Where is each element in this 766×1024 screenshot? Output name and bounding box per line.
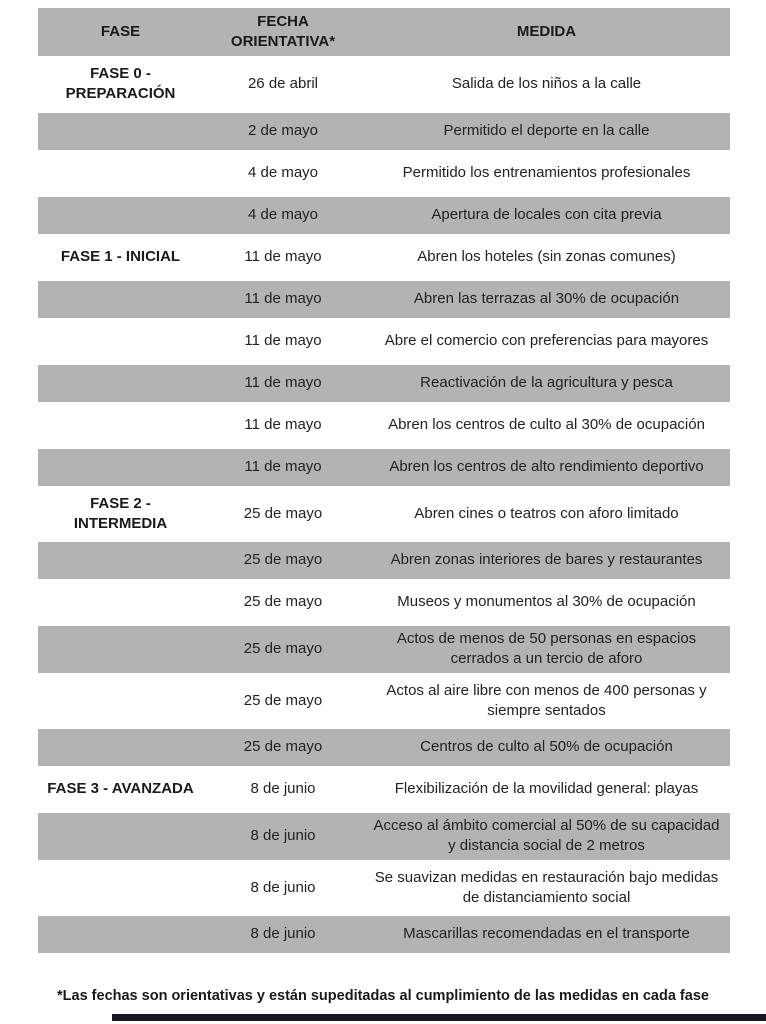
table-row	[38, 281, 730, 318]
medida-cell: Actos al aire libre con menos de 400 personas y siempre sentados	[386, 681, 707, 719]
medida-cell: Permitido el deporte en la calle	[443, 121, 650, 139]
table-row	[38, 449, 730, 486]
fecha-cell: 26 de abril	[247, 75, 319, 93]
table-row	[38, 61, 730, 108]
fecha-cell: 4 de mayo	[247, 163, 319, 181]
fase-cell	[38, 212, 203, 218]
fase-cell	[38, 698, 203, 704]
fase-cell	[38, 338, 203, 344]
fecha-cell: 25 de mayo	[243, 738, 323, 756]
footnote: *Las fechas son orientativas y están supeditadas al cumplimiento de las medidas en cada fase	[57, 988, 709, 1004]
fecha-cell: 11 de mayo	[244, 457, 322, 475]
fecha-cell: 8 de junio	[250, 780, 316, 798]
medida-cell: Acceso al ámbito comercial al 50% de su capacidad y distancia social de 2 metros	[373, 817, 720, 855]
fecha-cell: 25 de mayo	[243, 691, 323, 709]
fase-cell: FASE 2 - INTERMEDIA	[73, 494, 168, 532]
table-row	[38, 239, 730, 276]
table-row	[38, 155, 730, 192]
medida-cell: Abren los centros de culto al 30% de ocupación	[388, 415, 705, 433]
fecha-cell: 25 de mayo	[243, 504, 323, 522]
fecha-cell: 8 de junio	[250, 878, 316, 896]
fase-cell	[38, 745, 203, 751]
medida-cell: Actos de menos de 50 personas en espacios cerrados a un tercio de aforo	[396, 630, 697, 668]
fecha-cell: 2 de mayo	[247, 121, 319, 139]
fecha-cell: 8 de junio	[250, 925, 316, 943]
table-row	[38, 491, 730, 538]
fase-cell: FASE 1 - INICIAL	[60, 247, 181, 265]
table-row	[38, 813, 730, 860]
fecha-cell: 11 de mayo	[244, 289, 322, 307]
fase-cell	[38, 932, 203, 938]
table-row	[38, 113, 730, 150]
table-row	[38, 865, 730, 912]
table-row	[38, 407, 730, 444]
table-row	[38, 626, 730, 673]
fase-cell	[38, 170, 203, 176]
fecha-cell: 11 de mayo	[244, 247, 322, 265]
fecha-cell: 25 de mayo	[243, 551, 323, 569]
table-row	[38, 771, 730, 808]
fase-cell	[38, 885, 203, 891]
fase-cell	[38, 833, 203, 839]
fase-cell: FASE 3 - AVANZADA	[47, 780, 194, 798]
fecha-cell: 11 de mayo	[244, 415, 322, 433]
fecha-cell: 25 de mayo	[243, 593, 323, 611]
medida-cell: Salida de los niños a la calle	[451, 75, 642, 93]
table-row	[38, 542, 730, 579]
column-header-fecha: FECHA ORIENTATIVA*	[230, 12, 336, 50]
fase-cell	[38, 128, 203, 134]
fase-cell: FASE 0 - PREPARACIÓN	[65, 65, 176, 103]
fecha-cell: 11 de mayo	[244, 331, 322, 349]
fase-cell	[38, 558, 203, 564]
table-header-row	[38, 8, 730, 56]
medida-cell: Permitido los entrenamientos profesionales	[402, 163, 691, 181]
table-row	[38, 729, 730, 766]
column-header-medida: MEDIDA	[516, 22, 577, 40]
fase-cell	[38, 464, 203, 470]
medida-cell: Abren zonas interiores de bares y restaurantes	[390, 551, 703, 569]
column-header-fase: FASE	[100, 22, 141, 40]
medida-cell: Se suavizan medidas en restauración bajo medidas de distanciamiento social	[374, 868, 719, 906]
table-body	[38, 61, 730, 953]
medida-cell: Abren los centros de alto rendimiento deportivo	[389, 457, 704, 475]
table-row	[38, 197, 730, 234]
medida-cell: Apertura de locales con cita previa	[431, 205, 662, 223]
fecha-cell: 11 de mayo	[244, 373, 322, 391]
medida-cell: Centros de culto al 50% de ocupación	[420, 738, 673, 756]
table-row	[38, 678, 730, 725]
fase-cell	[38, 646, 203, 652]
medida-cell: Reactivación de la agricultura y pesca	[420, 373, 673, 391]
fase-cell	[38, 296, 203, 302]
bottom-bar-decoration	[112, 1014, 766, 1021]
medida-cell: Abre el comercio con preferencias para mayores	[384, 331, 709, 349]
fase-cell	[38, 380, 203, 386]
phase-table	[38, 8, 730, 953]
medida-cell: Mascarillas recomendadas en el transporte	[403, 925, 690, 943]
table-row	[38, 365, 730, 402]
fecha-cell: 8 de junio	[250, 827, 316, 845]
fase-cell	[38, 422, 203, 428]
table-row	[38, 323, 730, 360]
fecha-cell: 25 de mayo	[243, 640, 323, 658]
medida-cell: Abren cines o teatros con aforo limitado	[414, 504, 679, 522]
table-row	[38, 916, 730, 953]
fecha-cell: 4 de mayo	[247, 205, 319, 223]
fase-cell	[38, 600, 203, 606]
medida-cell: Flexibilización de la movilidad general: playas	[394, 780, 699, 798]
table-row	[38, 584, 730, 621]
medida-cell: Abren los hoteles (sin zonas comunes)	[417, 247, 676, 265]
medida-cell: Abren las terrazas al 30% de ocupación	[413, 289, 680, 307]
medida-cell: Museos y monumentos al 30% de ocupación	[397, 593, 696, 611]
